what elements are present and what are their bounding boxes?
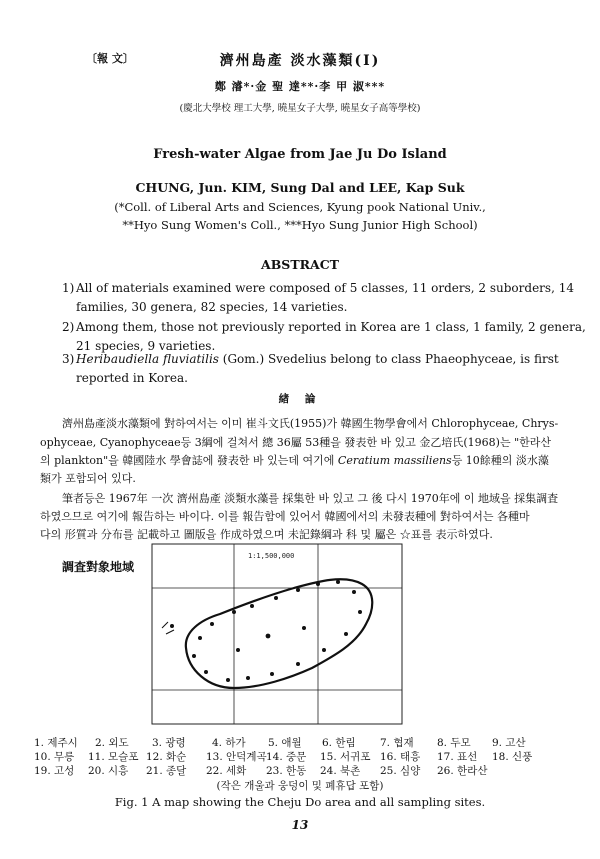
location-item: 12. 화순 bbox=[146, 751, 187, 763]
korean-affiliations: (慶北大學校 理工大學, 曉星女子大學, 曉星女子高等學校) bbox=[179, 103, 421, 114]
body-text: 등 10餘種의 淡水藻 bbox=[451, 454, 549, 467]
abstract-item-line bbox=[76, 352, 559, 366]
map-figure bbox=[148, 540, 410, 730]
location-item: 19. 고성 bbox=[34, 765, 75, 777]
location-item: 14. 중문 bbox=[266, 751, 307, 763]
figure-caption-english: Fig. 1 A map showing the Cheju Do area and all sampling sites. bbox=[114, 795, 486, 809]
abstract-item-line: reported in Korea. bbox=[76, 371, 188, 385]
body-text: 의 plankton"을 韓國陸水 學會誌에 發表한 바 있는데 여기에 bbox=[40, 454, 338, 467]
abstract-item-number: 1) bbox=[62, 281, 75, 295]
korean-title: 濟州島產 淡水藻類(Ⅰ) bbox=[219, 53, 381, 69]
body-line: ophyceae, Cyanophyceae등 3綱에 걸쳐서 總 36屬 53種을 發表한 바 있고 金乙培氏(1968)는 "한라산 bbox=[40, 436, 552, 449]
location-item: 4. 하가 bbox=[212, 737, 246, 749]
jeju-map bbox=[148, 540, 410, 730]
location-item: 23. 한동 bbox=[266, 765, 307, 777]
location-item: 6. 한림 bbox=[322, 737, 356, 749]
location-item: 17. 표선 bbox=[437, 751, 478, 763]
abstract-item-line: All of materials examined were composed of 5 classes, 11 orders, 2 suborders, 14 bbox=[76, 281, 574, 295]
body-line: 다의 形質과 分布를 記載하고 圖版을 作成하였으며 未記錄綱과 科 및 屬은 ☆표를 表示하였다. bbox=[40, 528, 493, 541]
location-item: 25. 심양 bbox=[380, 765, 421, 777]
abstract-item-line: families, 30 genera, 82 species, 14 varieties. bbox=[76, 300, 348, 314]
abstract-item-line: Among them, those not previously reported in Korea are 1 class, 1 family, 2 genera, bbox=[76, 320, 586, 334]
location-item: 15. 서귀포 bbox=[320, 751, 371, 763]
location-item: 7. 협재 bbox=[380, 737, 414, 749]
korean-authors: 鄭 濬*·金 聖 達**·李 甲 淑*** bbox=[214, 80, 386, 93]
location-item: 22. 세화 bbox=[206, 765, 247, 777]
location-item: 10. 무릉 bbox=[34, 751, 75, 763]
location-item: 13. 안덕계곡 bbox=[206, 751, 267, 763]
body-line: 類가 포함되어 있다. bbox=[40, 472, 136, 485]
location-item: 11. 모슬포 bbox=[88, 751, 139, 763]
map-scale-label: 1:1,500,000 bbox=[248, 552, 295, 560]
location-item: 2. 외도 bbox=[95, 737, 129, 749]
location-item: 21. 종달 bbox=[146, 765, 187, 777]
body-line bbox=[40, 452, 549, 468]
body-line: 筆者등은 1967年 一次 濟州島產 淡類水藻를 採集한 바 있고 그 後 다시 1970年에 이 地域을 採集調査 bbox=[62, 492, 559, 505]
location-item: 8. 두모 bbox=[437, 737, 471, 749]
article-type-tag: 〔報 文〕 bbox=[86, 52, 134, 65]
section-heading: 緖 論 bbox=[278, 393, 322, 405]
location-item: 24. 북촌 bbox=[320, 765, 361, 777]
english-title: Fresh-water Algae from Jae Ju Do Island bbox=[153, 147, 447, 162]
location-item: 9. 고산 bbox=[492, 737, 526, 749]
body-line: 하였으므로 여기에 報告하는 바이다. 이를 報告함에 있어서 韓國에서의 未發表種에 對하여서는 各種마 bbox=[40, 510, 530, 523]
location-item: 18. 신풍 bbox=[492, 751, 533, 763]
abstract-text: (Gom.) Svedelius belong to class Phaeophyceae, is first bbox=[218, 352, 559, 366]
body-line: 濟州島產淡水藻類에 對하여서는 이미 崔斗文氏(1955)가 韓國生物學會에서 Chlorophyceae, Chrys- bbox=[62, 417, 559, 430]
species-name: Heribaudiella fluviatilis bbox=[76, 352, 219, 366]
english-affiliation-1: (*Coll. of Liberal Arts and Sciences, Kyung pook National Univ., bbox=[114, 200, 486, 214]
abstract-item-line: 21 species, 9 varieties. bbox=[76, 339, 216, 353]
abstract-item-number: 3) bbox=[62, 352, 75, 366]
figure-caption-korean: (작은 개울과 웅덩이 및 폐휴답 포함) bbox=[216, 780, 384, 792]
location-item: 20. 시흥 bbox=[88, 765, 129, 777]
location-item: 3. 광령 bbox=[152, 737, 186, 749]
location-item: 5. 애월 bbox=[268, 737, 302, 749]
species-name: Ceratium massiliens bbox=[337, 454, 452, 467]
english-affiliation-2: **Hyo Sung Women's Coll., ***Hyo Sung Junior High School) bbox=[122, 218, 478, 232]
location-item: 16. 태흥 bbox=[380, 751, 421, 763]
location-item: 26. 한라산 bbox=[437, 765, 488, 777]
abstract-heading: ABSTRACT bbox=[261, 257, 339, 272]
abstract-item-number: 2) bbox=[62, 320, 75, 334]
location-item: 1. 제주시 bbox=[34, 737, 78, 749]
english-authors: CHUNG, Jun. KIM, Sung Dal and LEE, Kap Suk bbox=[135, 180, 465, 195]
page-number: 13 bbox=[291, 818, 309, 832]
figure-label: 調査對象地域 bbox=[62, 560, 135, 574]
